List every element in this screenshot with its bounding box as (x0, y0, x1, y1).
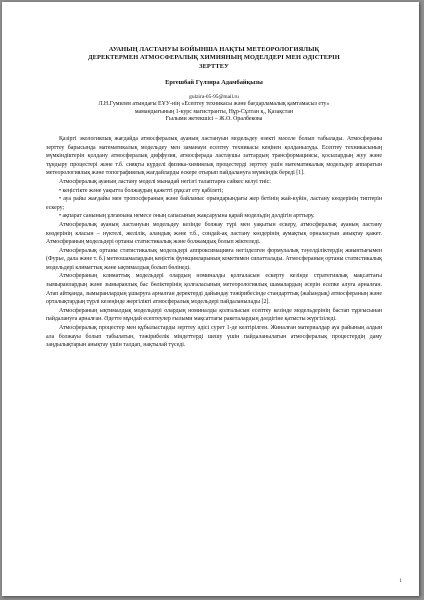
title-line: ЗЕРТТЕУ (199, 62, 229, 70)
document-page (2, 2, 419, 596)
title-line: ДЕРЕКТЕРМЕН АТМОСФЕРАЛЫҚ ХИМИЯНЫҢ МОДЕЛДЕРІ МЕН ӘДІСТЕРІН (88, 54, 340, 62)
page-number: 1 (399, 578, 402, 584)
bullet-item: • ауа райы жағдайы мен тропосфераның және байланыс орындарындағы жер бетінің жай-күйін, ластану көздерінің типтерін ескеру; (46, 196, 382, 211)
paragraph: Атмосфераның климаттық модельдері олардың номиналды қолғаласын ескерту кезінде стратегиялық мақсаттағы зымыранлардың және зымыранлық бас бөліктерінің қолғаласының метеорологиялық шамалардың әсерін есепке алуға арналған. Атап айтқанда, зымыранлардың ұшыруға арналған деректерді дайындау тәжірибесінде стандарттық (жаһандық) атмосфераның және орталықтардың түрлі кезеңінде жергілікті атмосфералық модельдері пайдаланылады [2]. (46, 273, 382, 306)
paragraph: Атмосфералық ауаның ластану моделі мынадай негізгі талаптарға сәйкес келуі тиіс: (59, 178, 271, 185)
author-name: Ергешбай Гүлзира Адамбайқызы (165, 79, 263, 87)
title-line: АУАНЫҢ ЛАСТАНУЫ БОЙЫНША НАҚТЫ МЕТЕОРОЛОГИЯЛЫҚ (108, 46, 320, 53)
body-text (46, 135, 382, 350)
bullet-item: • кеңістікте және уақытта болжаудың қажетті рұқсат ету қабілеті; (59, 187, 224, 194)
author-email: gulzira-05-95@mail.ru (189, 93, 239, 100)
bullet-item: • ақпарат санының ұлғаюына немесе оның сапасының жақсаруына қарай модельдің дәлдігін арттыру. (59, 213, 315, 220)
paragraph: Атмосфералық ауаның ластануын модельдеу кезінде болжау түрі мен уақытын ескеру, атмосфералық ауаның ластану көздерінің класын – нүктелі, желілік, аландық және т.б., сондай-ақ ластану көздерінің аумақтық орналасуын анықтау қажет. Атмосфераның модельдері ортаны статистикалық және болжамдық болып жіктеледі. (46, 221, 382, 246)
paragraph: Атмосфераның ықтималдық модельдері олардың номиналды қолғалысын есептеу кезінде модельдерінің бастап тұрғысынан пайдалануға арналған. Әдетте мұндай есептеулер ғылыми мақсаттағы ракеталардың дәлдігіне қатысты жүргізіледі. (46, 307, 382, 323)
affiliation-line: мамандығының 1-курс магистранты, Нұр-Сұлтан қ., Қазақстан (134, 108, 294, 115)
paragraph: Атмосфералық процестер мен құбылыстарды зерттеу әдісі сурет 1-де келтірілген. Жиналған материалдар ауа райының алдын ала болжауы болып табылатын, тәжірибелік міндеттерді шешу үшін пайдаланылатын атмосфералық процестердің даму заңдылықтарын анықтау үшін талдап, нақтылай түседі. (46, 325, 382, 349)
affiliation-line: Л.Н.Гумилев атындағы ЕҰУ-нің «Есептеу техникасы және бағдарламалық қамтамасыз ету» (98, 101, 330, 108)
paragraph: Қазіргі экологиялық жағдайда атмосфералық ауаның ластануын модельдеу өзекті мәселе болып табылады. Атмосфераны зерттеу барысында математикалық модельдеу мен заманауи есептеу техникасы кеңінен қолданылуда. Есептеу техникасының мүмкіндіктерін қолдану атмосфералық диффузия, атмосферада ластаушы заттардың трансформациясы, қосылардың жуу және тұндыру процестері және т.б. сияқты күрделі физика-химиялық процестерді зерттеу үшін математикалық модельдер аппаратын метеорологиялық және топографиялық жағдайларды ескере отырып пайдалануға мүмкіндік береді [1]. (46, 135, 382, 177)
supervisor-line: Ғылыми жетекшісі – Ж.О. Оралбекова (165, 116, 263, 123)
page-content (46, 46, 382, 350)
paragraph: Атмосфералық ортаны статистикалық модельдері аппроксимацияға негізделген формулалық тәуелділіктердің жиынтығымен (Фурье, дала және т. б.) метеошамалардың кеңістік функцияларының кометимен сипатталады. Атмосфераның ортаны статистикалық модельдері климаттық және ықтималдық болып бөлінеді. (46, 247, 382, 271)
